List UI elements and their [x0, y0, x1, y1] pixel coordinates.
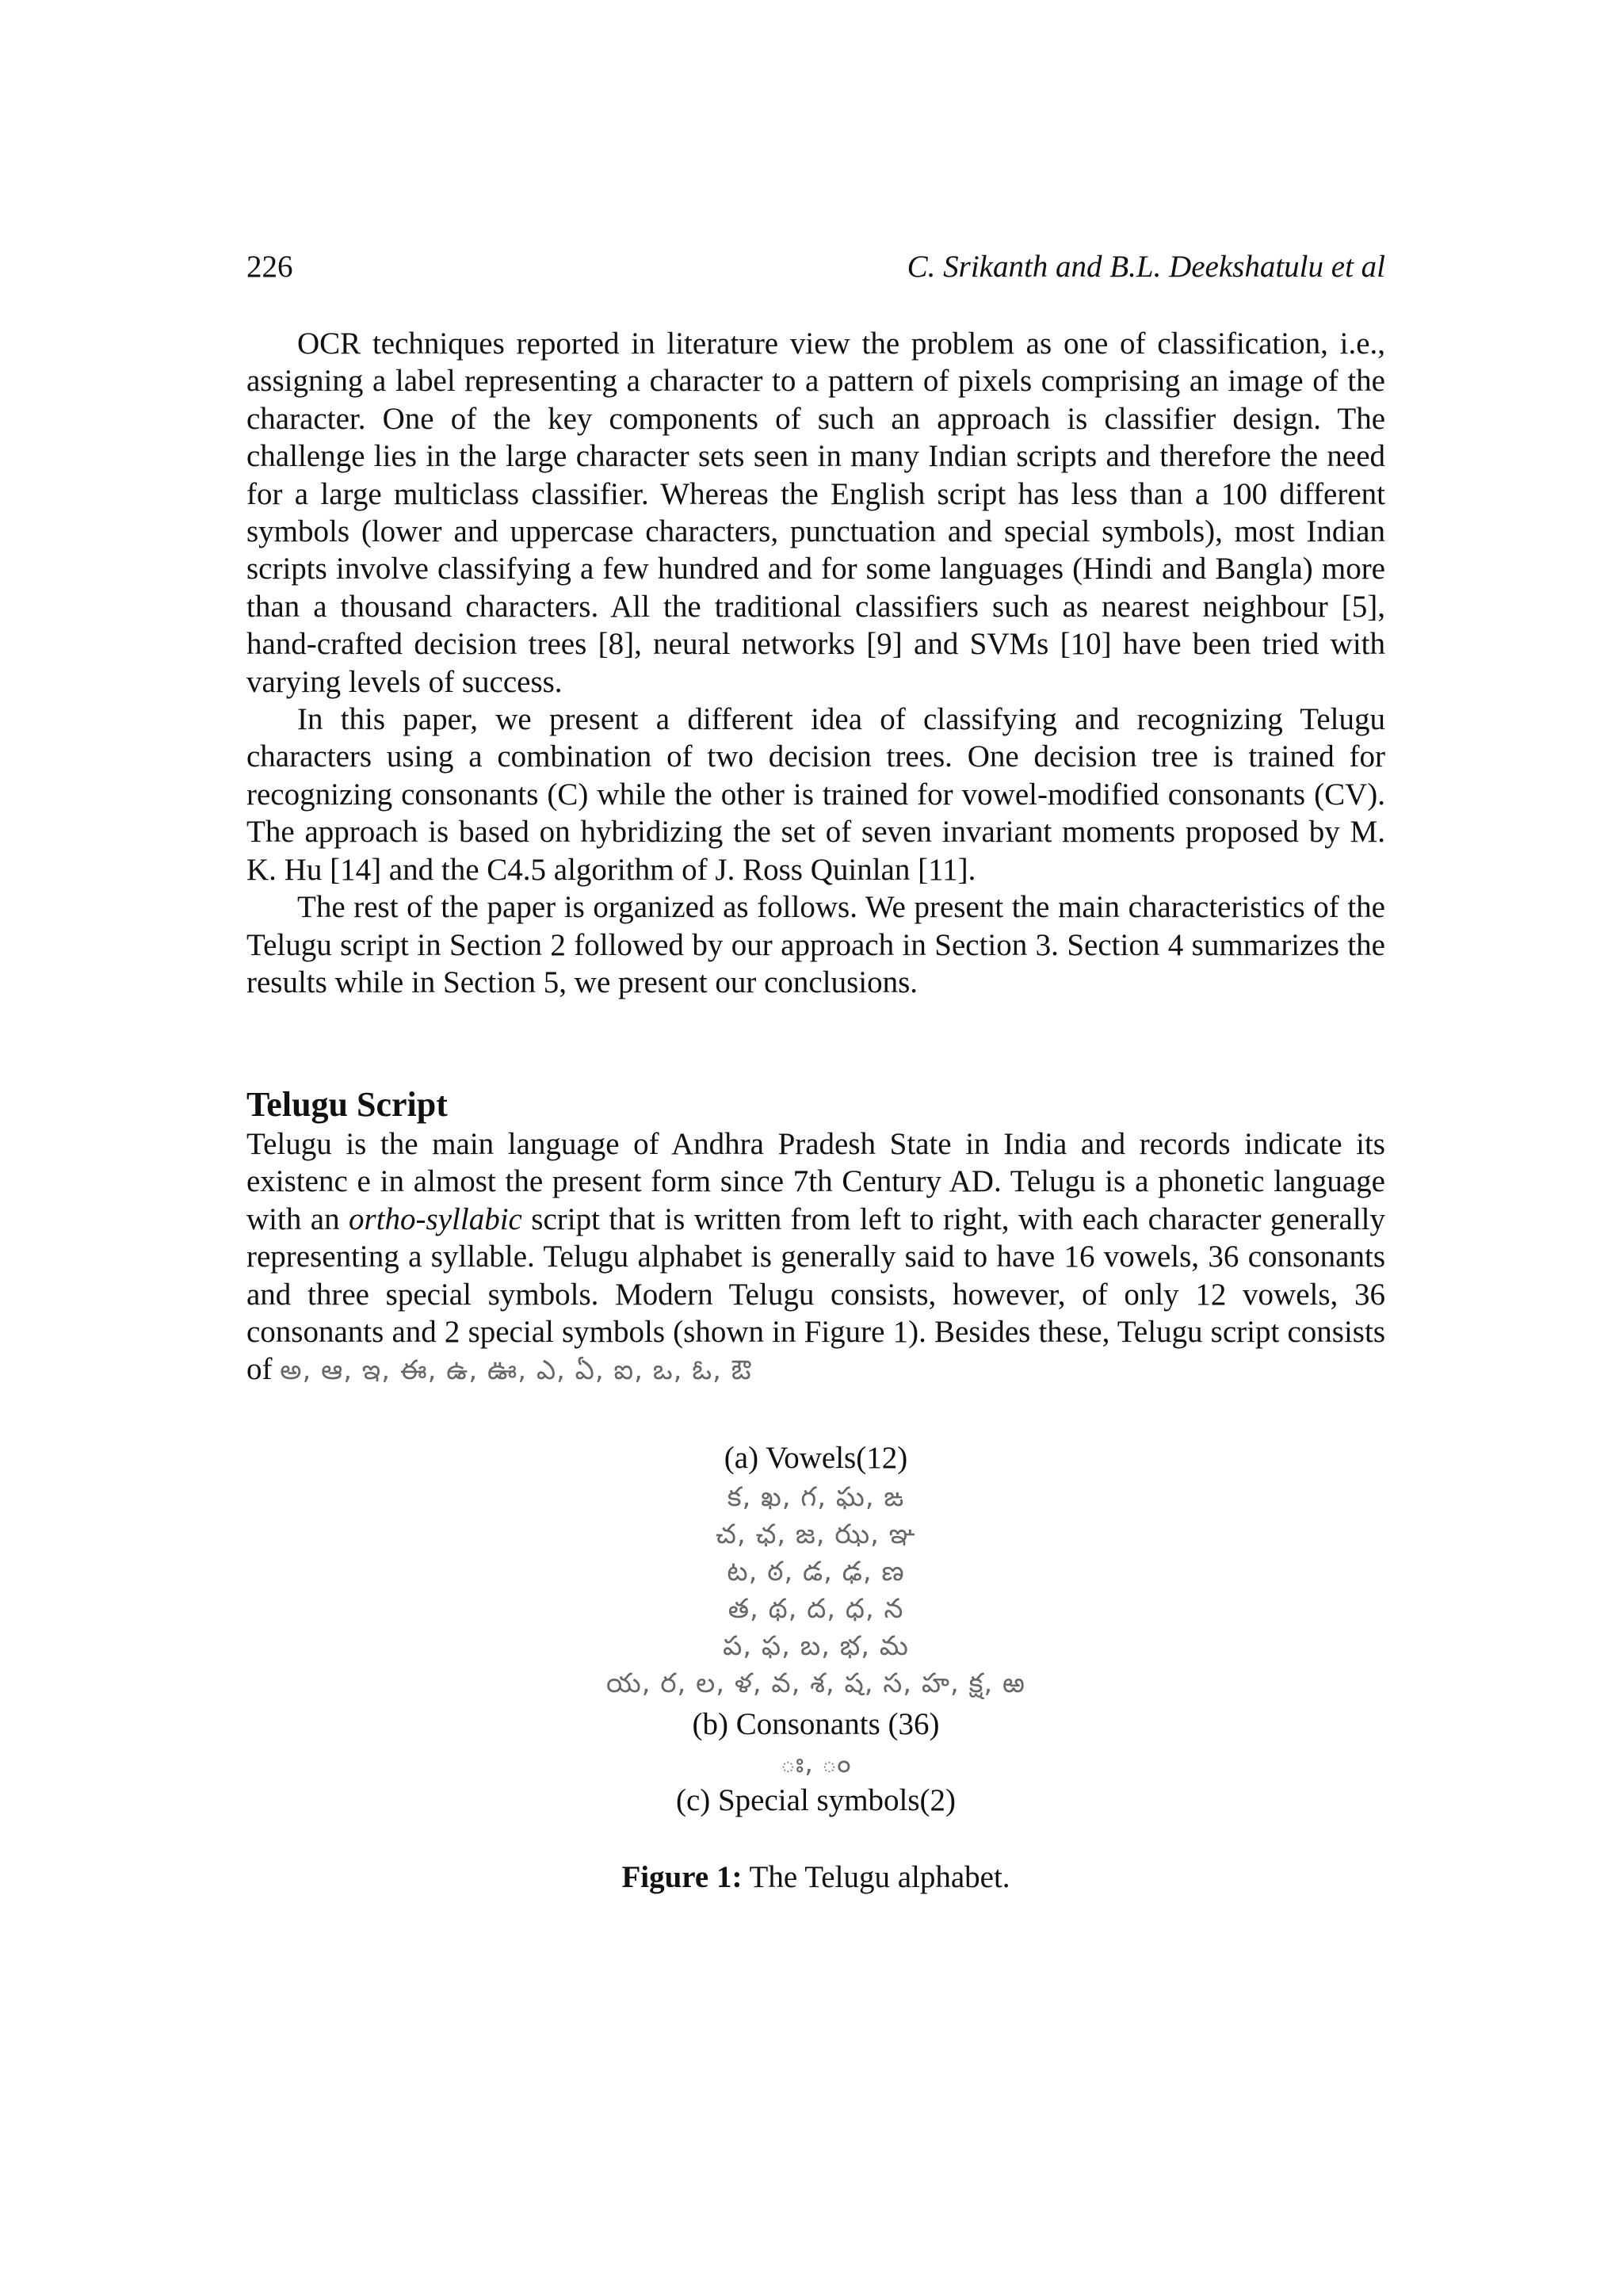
figure-title	[246, 1859, 1385, 1897]
section-heading: Telugu Script	[246, 1085, 448, 1124]
consonant-row: య, ర, ల, ళ, వ, శ, ష, స, హ, క్ష, ఱ	[606, 1668, 1025, 1699]
paragraph: The rest of the paper is organized as follows. We present the main characteristics of the Telugu script in Section 2 followed by our approach in Section 3. Section 4 summarizes the results while in Section 5, we present our conclusions.	[246, 890, 1385, 999]
special-symbols: ః, ం	[780, 1748, 852, 1779]
page-header	[246, 247, 1385, 287]
italic-term: ortho-syllabic	[349, 1201, 522, 1236]
consonant-row: క, ఖ, గ, ఘ, ఙ	[727, 1481, 905, 1513]
introduction-text	[246, 325, 1385, 1001]
figure-telugu-alphabet	[246, 1427, 1385, 1902]
consonant-row: చ, ఛ, జ, ఝ, ఞ	[715, 1519, 916, 1550]
paragraph: OCR techniques reported in literature view the problem as one of classification, i.e., assigning a label representing a character to a pattern of pixels comprising an image of the character. One of the key components of such an approach is classifier design. The challenge lies in the large character sets seen in many Indian scripts and therefore the need for a large multiclass classifier. Whereas the English script has less than a 100 different symbols (lower and uppercase characters, punctuation and special symbols), most Indian scripts involve classifying a few hundred and for some languages (Hindi and Bangla) more than a thousand characters. All the traditional classifiers such as nearest neighbour [5], hand-crafted decision trees [8], neural networks [9] and SVMs [10] have been tried with varying levels of success.	[246, 327, 1385, 699]
consonant-row: ప, ఫ, బ, భ, మ	[723, 1630, 909, 1662]
figure-title-text: The Telugu alphabet.	[742, 1860, 1010, 1894]
consonant-row: త, థ, ద, ధ, న	[727, 1593, 904, 1625]
vowel-glyphs: అ, ఆ, ఇ, ఈ, ఉ, ఊ, ఎ, ఏ, ఐ, ఒ, ఓ, ఔ	[280, 1354, 752, 1387]
paragraph	[246, 1125, 1385, 1390]
text-span: script that is written from left to right, with each character generally representing a syllable. Telugu alphabet is generally said to have 16 vowels, 36 consonants and three special symbols. Modern Telugu consists, however, of only 12 vowels, 36 consonants and 2 special symbols (shown in Figure 1). Besides these, Telugu script consists of	[246, 1201, 1385, 1387]
caption-consonants: (b) Consonants (36)	[692, 1707, 940, 1741]
consonant-row: ట, ఠ, డ, ఢ, ణ	[727, 1556, 905, 1587]
text-span: Telugu is the main language of Andhra Pradesh State in India and records indicate its existenc e in almost the present form since 7th Century AD. Telugu is a phonetic language with an	[246, 1127, 1385, 1236]
page-number: 226	[246, 250, 293, 284]
figure-label: Figure 1:	[621, 1860, 743, 1894]
caption-vowels: (a) Vowels(12)	[724, 1441, 908, 1475]
telugu-script-text	[246, 1125, 1385, 1390]
paragraph: In this paper, we present a different idea of classifying and recognizing Telugu characters using a combination of two decision trees. One decision tree is trained for recognizing consonants (C) while the other is trained for vowel-modified consonants (CV). The approach is based on hybridizing the set of seven invariant moments proposed by M. K. Hu [14] and the C4.5 algorithm of J. Ross Quinlan [11].	[246, 702, 1385, 887]
caption-special-symbols: (c) Special symbols(2)	[675, 1783, 957, 1817]
running-head: C. Srikanth and B.L. Deekshatulu et al	[907, 250, 1385, 284]
